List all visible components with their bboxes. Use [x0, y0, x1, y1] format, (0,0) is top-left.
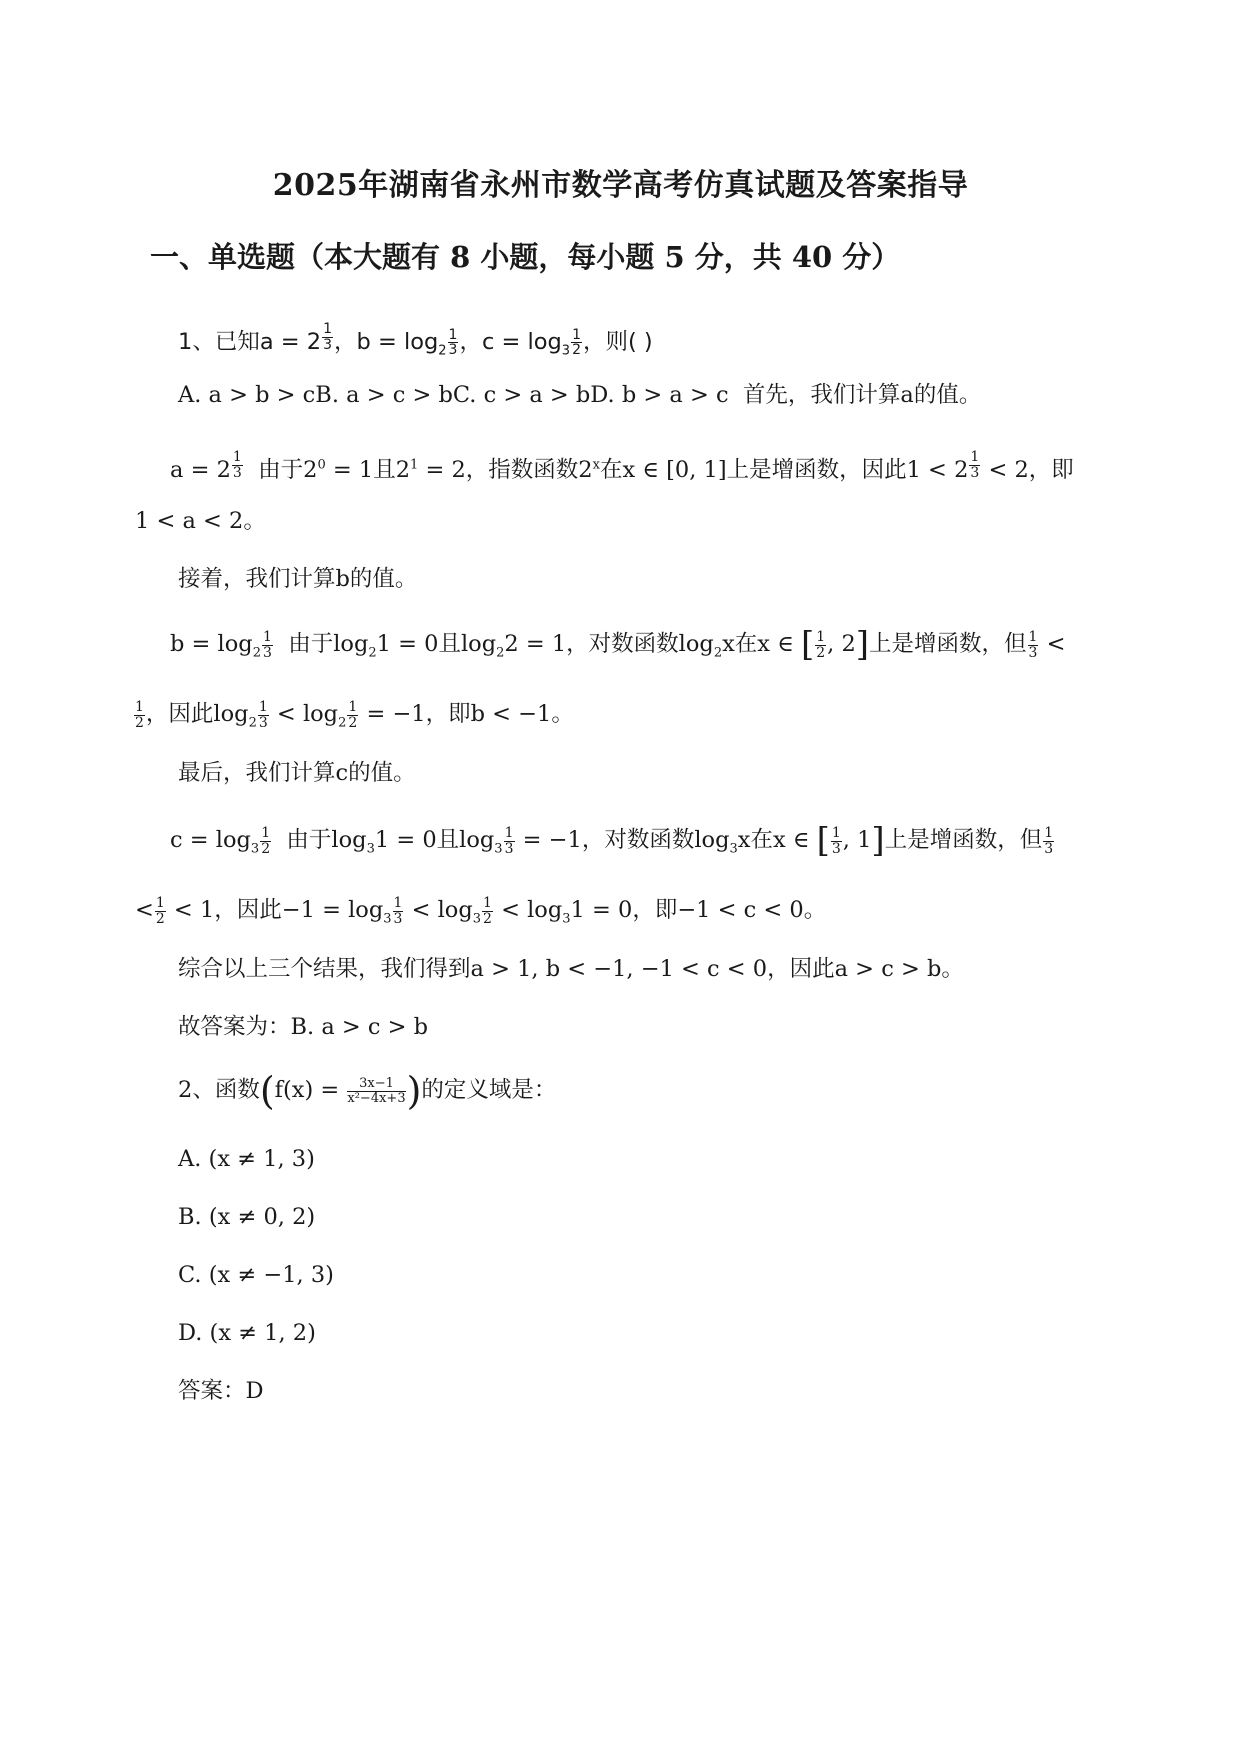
q2-option-d: D. (x ≠ 1, 2) — [178, 1320, 316, 1346]
q2-option-c: C. (x ≠ −1, 3) — [178, 1262, 334, 1288]
q2-answer: 答案：D — [178, 1378, 264, 1404]
q2-stem: 2、函数(f(x) = $\frac{3x-1}{\text{x²−4x+3}}$ )的定义域是： — [178, 1069, 557, 1113]
q1-options: A. a > b > cB. a > c > bC. c > a > bD. b > a > c 首先，我们计算a的值。 — [178, 382, 982, 408]
q1-c-line-2: < $\frac{1}{2}$ < 1，因此$-1 = \log_3$ $\frac{1}{3}$ < $\log_3$ $\frac{1}{2}$ < $\log_31 = 0$，即−1 < c < 0。 — [135, 895, 827, 927]
q1-a-line-1: a = 2 $^{\frac{1}{3}}$ 由于$2^0 = 1$且$2^1 = 2$，指数函数2$^x$在x ∈ [0, 1]上是增函数，因此1 < 2 $^{\frac{1}{3}}$ < 2，即 — [170, 449, 1074, 484]
document-title: 2025年湖南省永州市数学高考仿真试题及答案指导 — [272, 168, 969, 203]
q1-stem: 1、已知a = 2 $^{\frac{1}{3}}$ ，$b = \log_2$ $\frac{1}{3}$ ，$c = \log_3$ $\frac{1}{2}$ ，则( ) — [178, 321, 653, 359]
q2-option-b: B. (x ≠ 0, 2) — [178, 1204, 316, 1230]
q1-a-line-2: 1 < a < 2。 — [135, 508, 266, 534]
q1-b-line-2: $\frac{1}{2}$ ，因此$\log_2$ $\frac{1}{3}$ < $\log_2$ $\frac{1}{2}$ = −1，即b < −1。 — [135, 699, 574, 731]
q1-c-line-1: $c = \log_3$ $\frac{1}{2}$ 由于$\log_31 = 0$且$\log_3$ $\frac{1}{3}$ = −1，对数函数$\log_3x$在x ∈ [ $\frac{1}{3}$ , 1]上是增函数，但 $\frac{1}{3}$ — [170, 820, 1054, 861]
q1-intro-c: 最后，我们计算c的值。 — [178, 760, 416, 786]
q1-answer: 故答案为：B. a > c > b — [178, 1014, 429, 1040]
q2-option-a: A. (x ≠ 1, 3) — [178, 1146, 315, 1172]
q1-intro-b: 接着，我们计算b的值。 — [178, 566, 418, 592]
q1-summary: 综合以上三个结果，我们得到a > 1, b < −1, −1 < c < 0，因此a > c > b。 — [178, 956, 964, 982]
q1-b-line-1: $b = \log_2$ $\frac{1}{3}$ 由于$\log_21 = 0$且$\log_22 = 1$，对数函数$\log_2x$在x ∈ [ $\frac{1}{2}$ , 2]上是增函数，但 $\frac{1}{3}$ < — [170, 624, 1066, 665]
section-heading: 一、单选题（本大题有 8 小题，每小题 5 分，共 40 分） — [150, 240, 901, 274]
